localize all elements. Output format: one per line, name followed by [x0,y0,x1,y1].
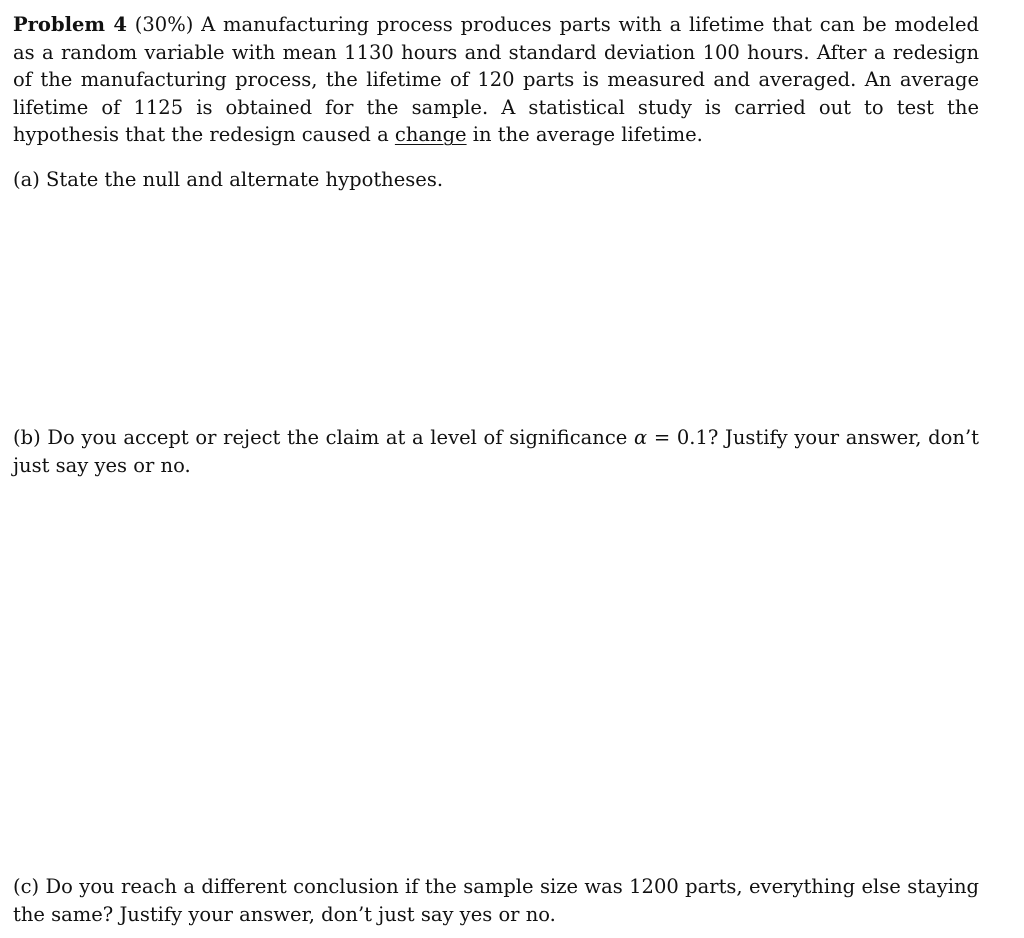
problem-statement [13,11,979,149]
problem-weight: (30%) [134,13,194,36]
problem-heading: Problem 4 [13,13,127,36]
problem-intro-text: A manufacturing process produces parts with a lifetime that can be modeled as a random variable with mean 1130 hours and standard deviation 100 hours. After a redesign of the manufacturing process, the lifetime of 120 parts is measured and averaged. An average lifetime of 1125 is obtained for the sample. A statistical study is carried out to test the hypothesis that the redesign caused a [13,13,980,146]
problem-intro-ending: in the average lifetime. [472,123,703,146]
part-c-text: (c) Do you reach a different conclusion if the sample size was 1200 parts, everything else staying the same? Justify your answer, don’t just say yes or no. [13,875,979,926]
part-a-text: (a) State the null and alternate hypotheses. [13,168,444,191]
underlined-word: change [394,123,467,146]
question-part-b [13,424,979,479]
part-b-text-end: = 0.1? Justify your answer, don’t just say yes or no. [13,426,979,477]
question-part-c [13,873,979,928]
part-b-text-start: (b) Do you accept or reject the claim at a level of significance [13,426,628,449]
question-part-a [13,166,979,194]
alpha-symbol: α [633,426,648,449]
